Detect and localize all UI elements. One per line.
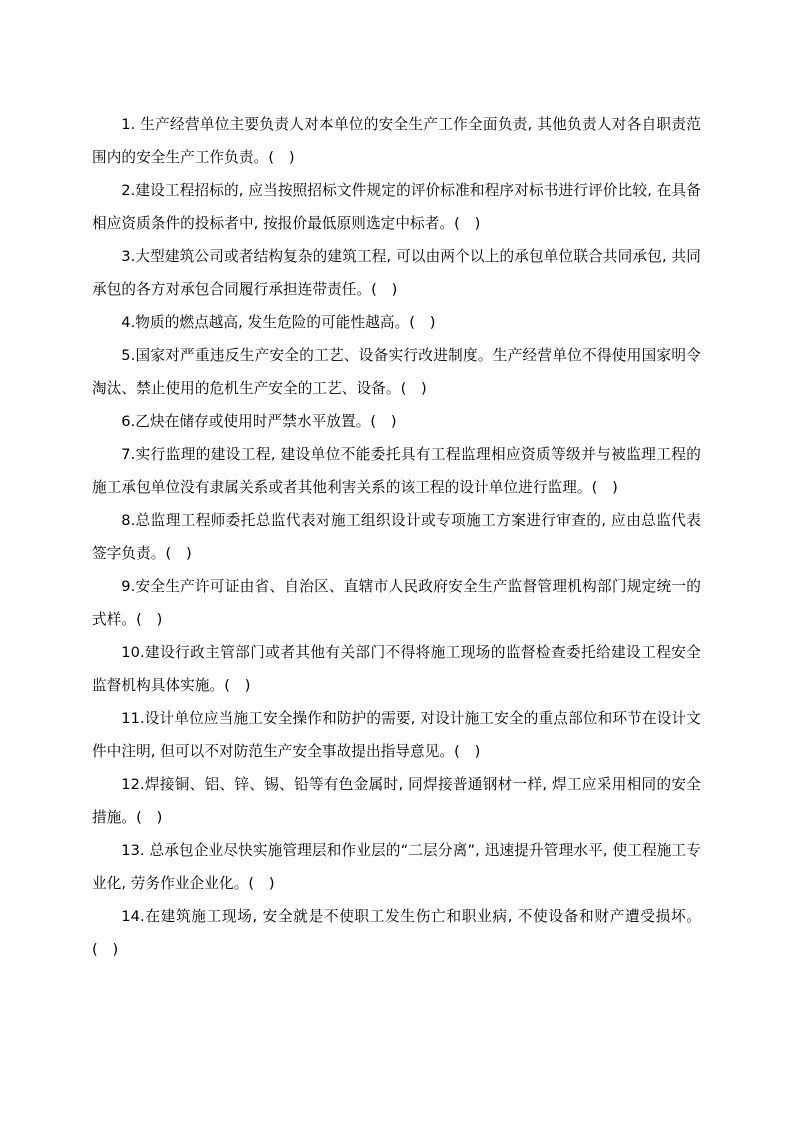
question-item: 8.总监理工程师委托总监代表对施工组织设计或专项施工方案进行审查的, 应由总监代表签字负责。( ) (92, 512, 701, 562)
question-item: 9.安全生产许可证由省、自治区、直辖市人民政府安全生产监督管理机构部门规定统一的式样。( ) (92, 578, 701, 628)
question-item: 2.建设工程招标的, 应当按照招标文件规定的评价标准和程序对标书进行评价比较, 在具备相应资质条件的投标者中, 按报价最低原则选定中标者。( ) (92, 182, 701, 232)
question-item: 12.焊接铜、铝、锌、锡、铅等有色金属时, 同焊接普通钢材一样, 焊工应采用相同的安全措施。( ) (92, 776, 701, 826)
document-body (92, 108, 701, 966)
question-item: 11.设计单位应当施工安全操作和防护的需要, 对设计施工安全的重点部位和环节在设计文件中注明, 但可以不对防范生产安全事故提出指导意见。( ) (92, 710, 701, 760)
question-item: 4.物质的燃点越高, 发生危险的可能性越高。( ) (121, 314, 436, 331)
question-item: 6.乙炔在储存或使用时严禁水平放置。( ) (121, 413, 397, 430)
question-item: 14.在建筑施工现场, 安全就是不使职工发生伤亡和职业病, 不使设备和财产遭受损坏。( ) (92, 908, 701, 958)
question-item: 5.国家对严重违反生产安全的工艺、设备实行改进制度。生产经营单位不得使用国家明令淘汰、禁止使用的危机生产安全的工艺、设备。( ) (92, 347, 701, 397)
question-item: 1. 生产经营单位主要负责人对本单位的安全生产工作全面负责, 其他负责人对各自职责范围内的安全生产工作负责。( ) (92, 116, 701, 166)
question-item: 13. 总承包企业尽快实施管理层和作业层的“二层分离”, 迅速提升管理水平, 使工程施工专业化, 劳务作业企业化。( ) (92, 842, 701, 892)
question-item: 3.大型建筑公司或者结构复杂的建筑工程, 可以由两个以上的承包单位联合共同承包, 共同承包的各方对承包合同履行承担连带责任。( ) (92, 248, 701, 298)
question-item: 10.建设行政主管部门或者其他有关部门不得将施工现场的监督检查委托给建设工程安全监督机构具体实施。( ) (92, 644, 701, 694)
question-item: 7.实行监理的建设工程, 建设单位不能委托具有工程监理相应资质等级并与被监理工程的施工承包单位没有隶属关系或者其他利害关系的该工程的设计单位进行监理。( ) (92, 446, 701, 496)
